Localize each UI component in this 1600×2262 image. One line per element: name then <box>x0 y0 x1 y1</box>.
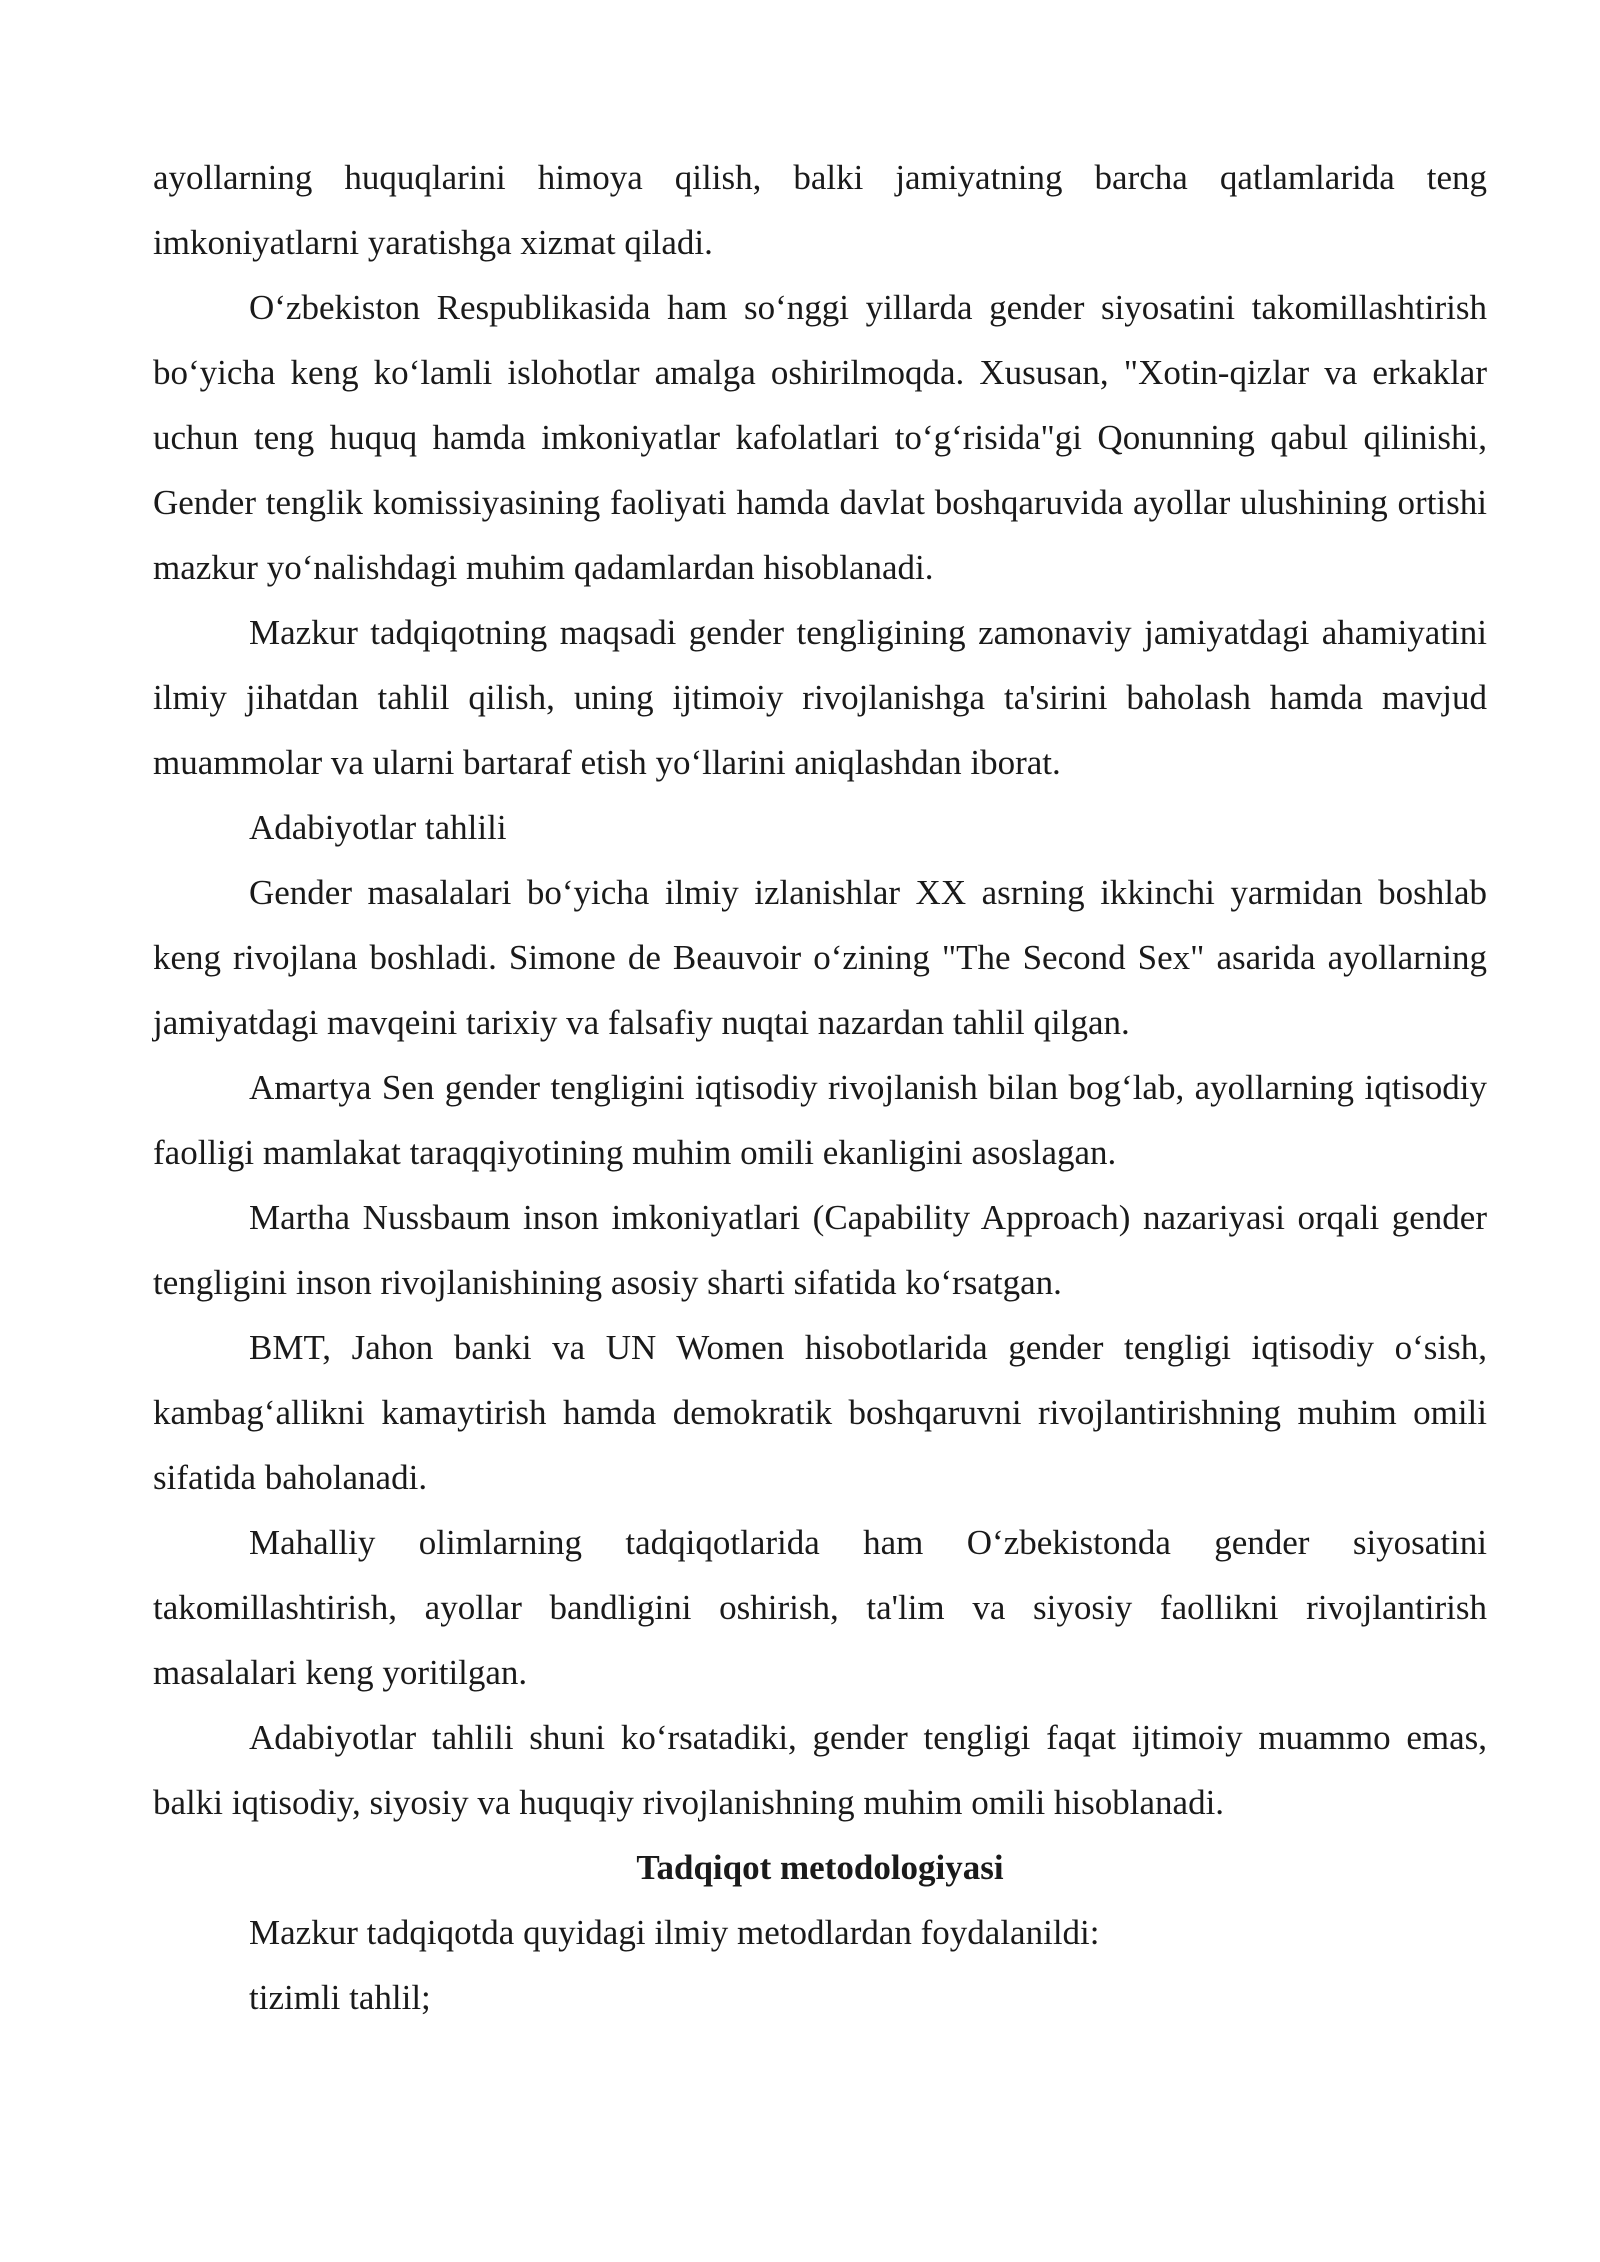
paragraph-nussbaum: Martha Nussbaum inson imkoniyatlari (Capability Approach) nazariyasi orqali gender tengligini inson rivojlanishining asosiy sharti sifatida ko‘rsatgan. <box>153 1198 1487 1302</box>
paragraph-research-goal: Mazkur tadqiqotning maqsadi gender tengligining zamonaviy jamiyatdagi ahamiyatini ilmiy jihatdan tahlil qilish, uning ijtimoiy rivojlanishga ta'sirini baholash hamda mavjud muammolar va ularni bartaraf etish yo‘llarini aniqlashdan iborat. <box>153 613 1487 782</box>
paragraph-amartya-sen: Amartya Sen gender tengligini iqtisodiy rivojlanish bilan bog‘lab, ayollarning iqtisodiy faolligi mamlakat taraqqiyotining muhim omili ekanligini asoslagan. <box>153 1068 1487 1172</box>
paragraph-uzbekistan-reforms: O‘zbekiston Respublikasida ham so‘nggi yillarda gender siyosatini takomillashtirish bo‘yicha keng ko‘lamli islohotlar amalga oshirilmoqda. Xususan, "Xotin-qizlar va erkaklar uchun teng huquq hamda imkoniyatlar kafolatlari to‘g‘risida"gi Qonunning qabul qilinishi, Gender tenglik komissiyasining faoliyati hamda davlat boshqaruvida ayollar ulushining ortishi mazkur yo‘nalishdagi muhim qadamlardan hisoblanadi. <box>153 288 1487 587</box>
paragraph-methods-intro: Mazkur tadqiqotda quyidagi ilmiy metodlardan foydalanildi: <box>249 1913 1100 1952</box>
paragraph-literature-conclusion: Adabiyotlar tahlili shuni ko‘rsatadiki, gender tengligi faqat ijtimoiy muammo emas, balki iqtisodiy, siyosiy va huquqiy rivojlanishning muhim omili hisoblanadi. <box>153 1718 1487 1822</box>
paragraph-local-scholars: Mahalliy olimlarning tadqiqotlarida ham O‘zbekistonda gender siyosatini takomillashtirish, ayollar bandligini oshirish, ta'lim va siyosiy faollikni rivojlantirish masalalari keng yoritilgan. <box>153 1523 1487 1692</box>
section-heading-methodology: Tadqiqot metodologiyasi <box>636 1848 1004 1887</box>
document-page <box>153 145 1487 2030</box>
paragraph-un-reports: BMT, Jahon banki va UN Women hisobotlarida gender tengligi iqtisodiy o‘sish, kambag‘allikni kamaytirish hamda demokratik boshqaruvni rivojlantirishning muhim omili sifatida baholanadi. <box>153 1328 1487 1497</box>
section-heading-literature-review: Adabiyotlar tahlili <box>249 808 507 847</box>
list-item-method: tizimli tahlil; <box>249 1978 431 2017</box>
paragraph-beauvoir: Gender masalalari bo‘yicha ilmiy izlanishlar XX asrning ikkinchi yarmidan boshlab keng rivojlana boshladi. Simone de Beauvoir o‘zining "The Second Sex" asarida ayollarning jamiyatdagi mavqeini tarixiy va falsafiy nuqtai nazardan tahlil qilgan. <box>153 873 1487 1042</box>
paragraph-continuation: ayollarning huquqlarini himoya qilish, balki jamiyatning barcha qatlamlarida teng imkoniyatlarni yaratishga xizmat qiladi. <box>153 158 1487 262</box>
